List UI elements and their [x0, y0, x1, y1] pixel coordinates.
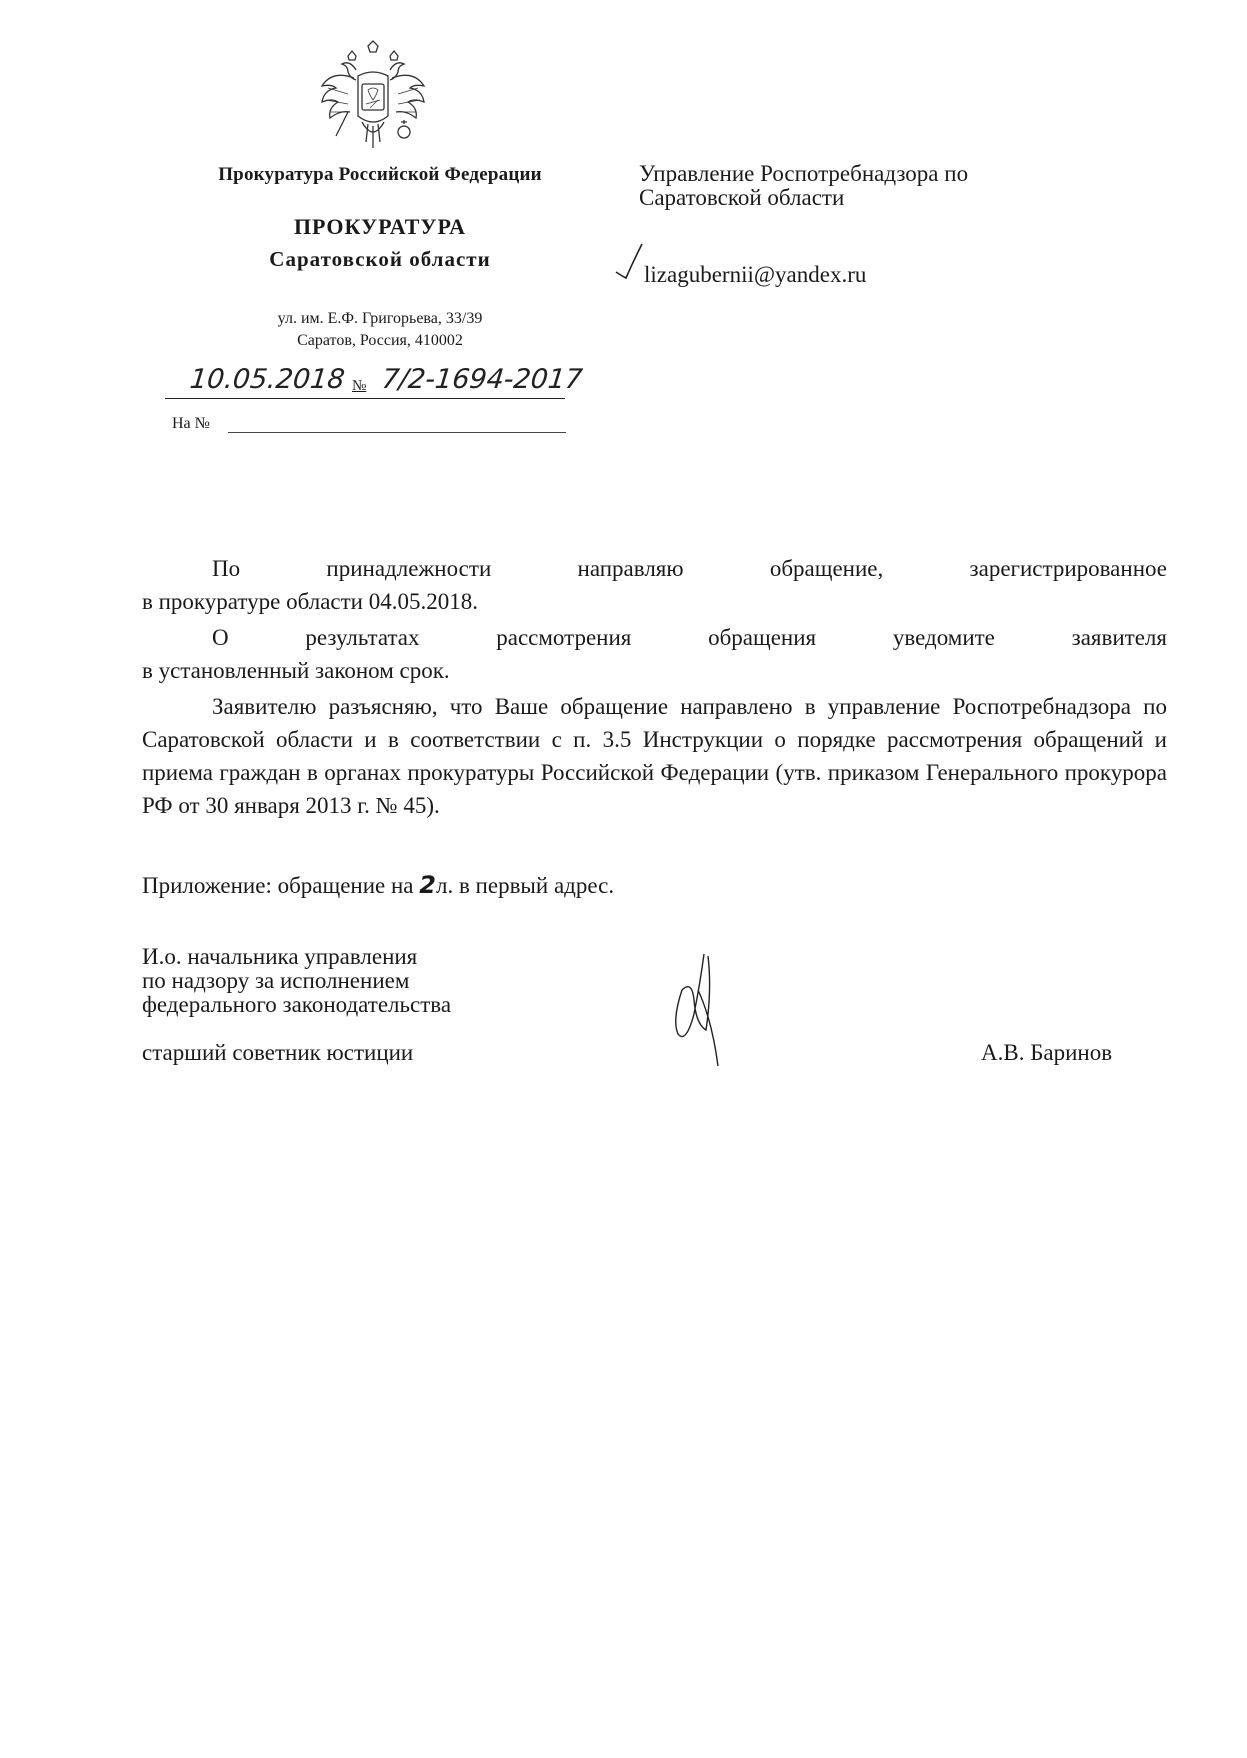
reference-field-line — [228, 432, 566, 433]
org-address — [170, 308, 590, 352]
recipient-line-2: Саратовской области — [639, 185, 845, 210]
org-title: ПРОКУРАТУРА — [293, 214, 467, 239]
address-line-1: ул. им. Е.Ф. Григорьева, 33/39 — [277, 310, 483, 327]
date-number-underline — [165, 398, 565, 399]
signer-position-line-1: И.о. начальника управления — [142, 944, 418, 969]
signer-position — [142, 945, 451, 1017]
org-region: Саратовской области — [269, 247, 491, 271]
handwritten-signature-icon — [660, 950, 740, 1070]
appendix-note — [142, 871, 614, 899]
recipient-block — [639, 162, 1109, 210]
org-federal-name: Прокуратура Российской Федерации — [218, 164, 542, 185]
outgoing-date: 10.05.2018 — [188, 364, 347, 395]
outgoing-number: 7/2-1694-2017 — [380, 364, 585, 395]
number-sign: № — [352, 378, 367, 394]
russian-coat-of-arms-icon — [318, 40, 428, 160]
appendix-pages: 2 — [419, 871, 436, 899]
signer-position-line-3: федерального законодательства — [142, 992, 452, 1017]
reference-label: На № — [172, 415, 210, 432]
check-icon — [614, 242, 644, 282]
paragraph-1-line-1: По принадлежности направляю обращение, зарегистрированное — [212, 556, 1167, 581]
letter-body — [142, 552, 1167, 822]
recipient-email: lizagubernii@yandex.ru — [644, 262, 867, 287]
paragraph-2-line-1: О результатах рассмотрения обращения уведомите заявителя — [212, 625, 1167, 650]
signer-name: А.В. Баринов — [981, 1040, 1113, 1065]
signer-rank: старший советник юстиции — [142, 1040, 414, 1065]
signer-position-line-2: по надзору за исполнением — [142, 968, 410, 993]
appendix-suffix: л. в первый адрес. — [435, 873, 615, 898]
paragraph-3: Заявителю разъясняю, что Ваше обращение направлено в управление Роспотребнадзора по Саратовской области и в соответствии с п. 3.5 Инструкции о порядке рассмотрения обращений и приема граждан в органах прокуратуры Российской Федерации (утв. приказом Генерального прокурора РФ от 30 января 2013 г. № 45). — [142, 694, 1167, 818]
address-line-2: Саратов, Россия, 410002 — [297, 332, 463, 349]
appendix-prefix: Приложение: обращение на — [142, 873, 420, 898]
recipient-line-1: Управление Роспотребнадзора по — [639, 161, 969, 186]
paragraph-2-line-2: в установленный законом срок. — [142, 658, 450, 683]
paragraph-1-line-2: в прокуратуре области 04.05.2018. — [142, 589, 478, 614]
